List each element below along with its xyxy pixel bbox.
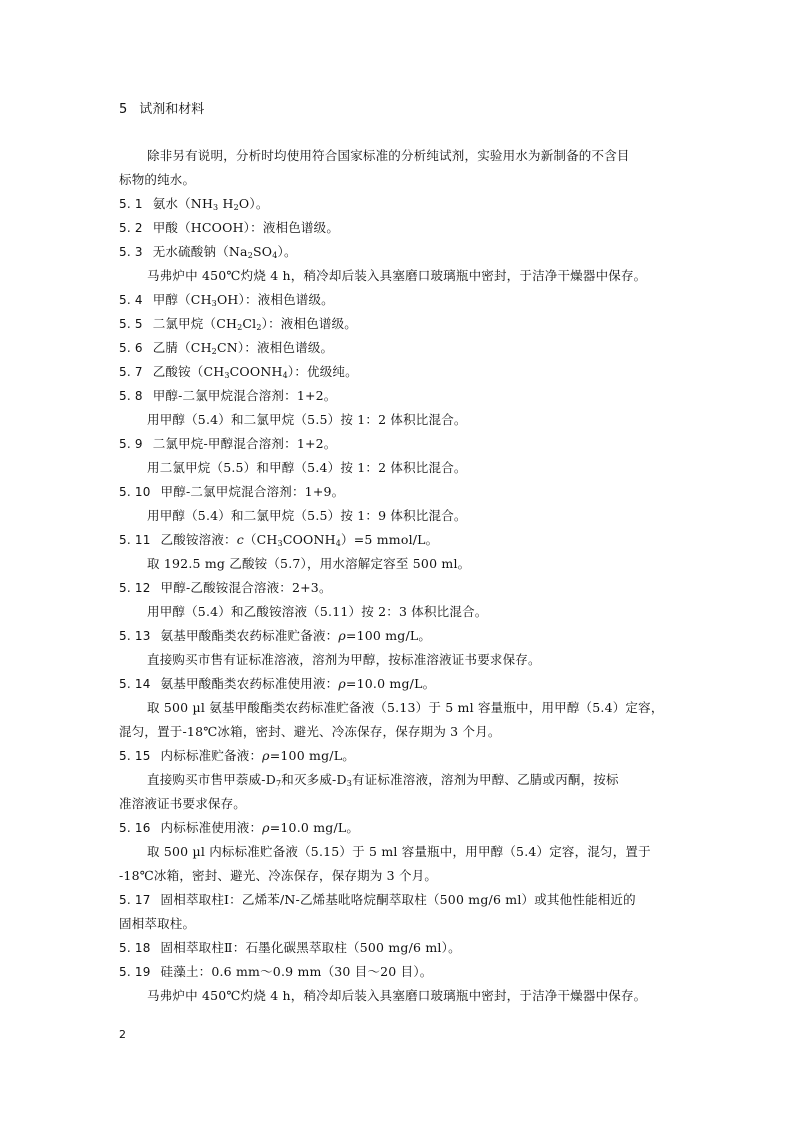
item-number: 5. 4	[119, 293, 143, 307]
item-description: 取 500 µl 氨基甲酸酯类农药标准贮备液（5.13）于 5 ml 容量瓶中，用甲醇（5.4）定容，	[147, 700, 664, 715]
item-number: 5. 10	[119, 485, 151, 499]
item-description: 直接购买市售甲萘威$-D_7$和灭多威$-D_3$有证标准溶液，溶剂为甲醇、乙腈或丙酮，按标	[147, 772, 619, 788]
item-number: 5. 3	[119, 245, 143, 259]
list-item-5-16: 5. 16 内标标准使用液：ρ=10.0 mg/L。	[119, 817, 359, 839]
list-item-5-3: 5. 3 无水硫酸钠$(Na_2SO_4)$。	[119, 241, 297, 263]
item-number: 5. 5	[119, 317, 143, 331]
section-number: 5	[119, 102, 128, 117]
list-item-5-5: 5. 5 二氯甲烷$(CH_2Cl_2)$：液相色谱级。	[119, 313, 357, 335]
item-description: 直接购买市售有证标准溶液，溶剂为甲醇，按标准溶液证书要求保存。	[147, 652, 541, 667]
list-item-5-18: 5. 18 固相萃取柱Ⅱ：石墨化碳黑萃取柱（500 mg/6 ml）。	[119, 937, 461, 959]
list-item-5-7: 5. 7 乙酸铵$(CH_3COONH_4)$：优级纯。	[119, 361, 358, 383]
list-item-5-6: 5. 6 乙腈$(CH_2CN)$：液相色谱级。	[119, 337, 333, 359]
list-item-5-14: 5. 14 氨基甲酸酯类农药标准使用液：ρ=10.0 mg/L。	[119, 673, 435, 695]
item-number: 5. 1	[119, 197, 143, 211]
item-description: 取 192.5 mg 乙酸铵（5.7），用水溶解定容至 500 ml。	[147, 556, 471, 571]
item-description-cont: 混匀，置于-18℃冰箱，密封、避光、冷冻保存，保存期为 3 个月。	[119, 724, 501, 739]
intro-line-2: 标物的纯水。	[119, 172, 196, 187]
page-number: 2	[119, 1028, 126, 1041]
item-number: 5. 14	[119, 677, 151, 691]
list-item-5-10: 5. 10 甲醇-二氯甲烷混合溶剂：1+9。	[119, 481, 344, 503]
item-number: 5. 18	[119, 941, 151, 955]
item-number: 5. 19	[119, 965, 151, 979]
item-number: 5. 6	[119, 341, 143, 355]
item-description: 用甲醇（5.4）和二氯甲烷（5.5）按 1：2 体积比混合。	[147, 412, 467, 427]
section-heading	[119, 100, 204, 120]
list-item-5-4: 5. 4 甲醇$(CH_3OH)$：液相色谱级。	[119, 289, 334, 311]
item-number: 5. 7	[119, 365, 143, 379]
list-item-5-11: 5. 11 乙酸铵溶液：$c(CH_3COONH_4)=5$ mmol/L。	[119, 529, 438, 551]
list-item-5-12: 5. 12 甲醇-乙酸铵混合溶液：2+3。	[119, 577, 332, 599]
item-number: 5. 16	[119, 821, 151, 835]
item-description: 取 500 µl 内标标准贮备液（5.15）于 5 ml 容量瓶中，用甲醇（5.4）定容，混匀，置于	[147, 844, 651, 859]
intro-line-1: 除非另有说明，分析时均使用符合国家标准的分析纯试剂，实验用水为新制备的不含目	[147, 148, 630, 163]
item-number: 5. 15	[119, 749, 151, 763]
list-item-5-13: 5. 13 氨基甲酸酯类农药标准贮备液：ρ=100 mg/L。	[119, 625, 431, 647]
item-description: 用二氯甲烷（5.5）和甲醇（5.4）按 1：2 体积比混合。	[147, 460, 467, 475]
item-description-cont: 准溶液证书要求保存。	[119, 796, 247, 811]
list-item-5-17: 5. 17 固相萃取柱Ⅰ：乙烯苯/N-乙烯基吡咯烷酮萃取柱（500 mg/6 ml）或其他性能相近的	[119, 889, 636, 911]
list-item-5-2: 5. 2 甲酸（HCOOH）：液相色谱级。	[119, 217, 339, 239]
item-number: 5. 9	[119, 437, 143, 451]
item-number: 5. 11	[119, 533, 151, 547]
item-number: 5. 8	[119, 389, 143, 403]
list-item-5-8: 5. 8 甲醇-二氯甲烷混合溶剂：1+2。	[119, 385, 337, 407]
list-item-5-9: 5. 9 二氯甲烷-甲醇混合溶剂：1+2。	[119, 433, 337, 455]
item-description: 用甲醇（5.4）和乙酸铵溶液（5.11）按 2：3 体积比混合。	[147, 604, 488, 619]
item-description-cont: 固相萃取柱。	[119, 916, 196, 931]
list-item-5-19: 5. 19 硅藻土：0.6 mm～0.9 mm（30 目～20 目）。	[119, 961, 432, 983]
item-number: 5. 17	[119, 893, 151, 907]
item-description: 马弗炉中 450℃灼烧 4 h，稍冷却后装入具塞磨口玻璃瓶中密封，于洁净干燥器中保存。	[147, 988, 647, 1003]
list-item-5-1: 5. 1 氨水（$NH_3$ $H_2O$）。	[119, 193, 269, 215]
item-number: 5. 13	[119, 629, 151, 643]
item-number: 5. 12	[119, 581, 151, 595]
list-item-5-15: 5. 15 内标标准贮备液：ρ=100 mg/L。	[119, 745, 355, 767]
item-description: 用甲醇（5.4）和二氯甲烷（5.5）按 1：9 体积比混合。	[147, 508, 467, 523]
item-number: 5. 2	[119, 221, 143, 235]
section-title: 试剂和材料	[139, 102, 205, 117]
item-description: 马弗炉中 450℃灼烧 4 h，稍冷却后装入具塞磨口玻璃瓶中密封，于洁净干燥器中保存。	[147, 268, 647, 283]
item-description-cont: -18℃冰箱，密封、避光、冷冻保存，保存期为 3 个月。	[119, 868, 438, 883]
